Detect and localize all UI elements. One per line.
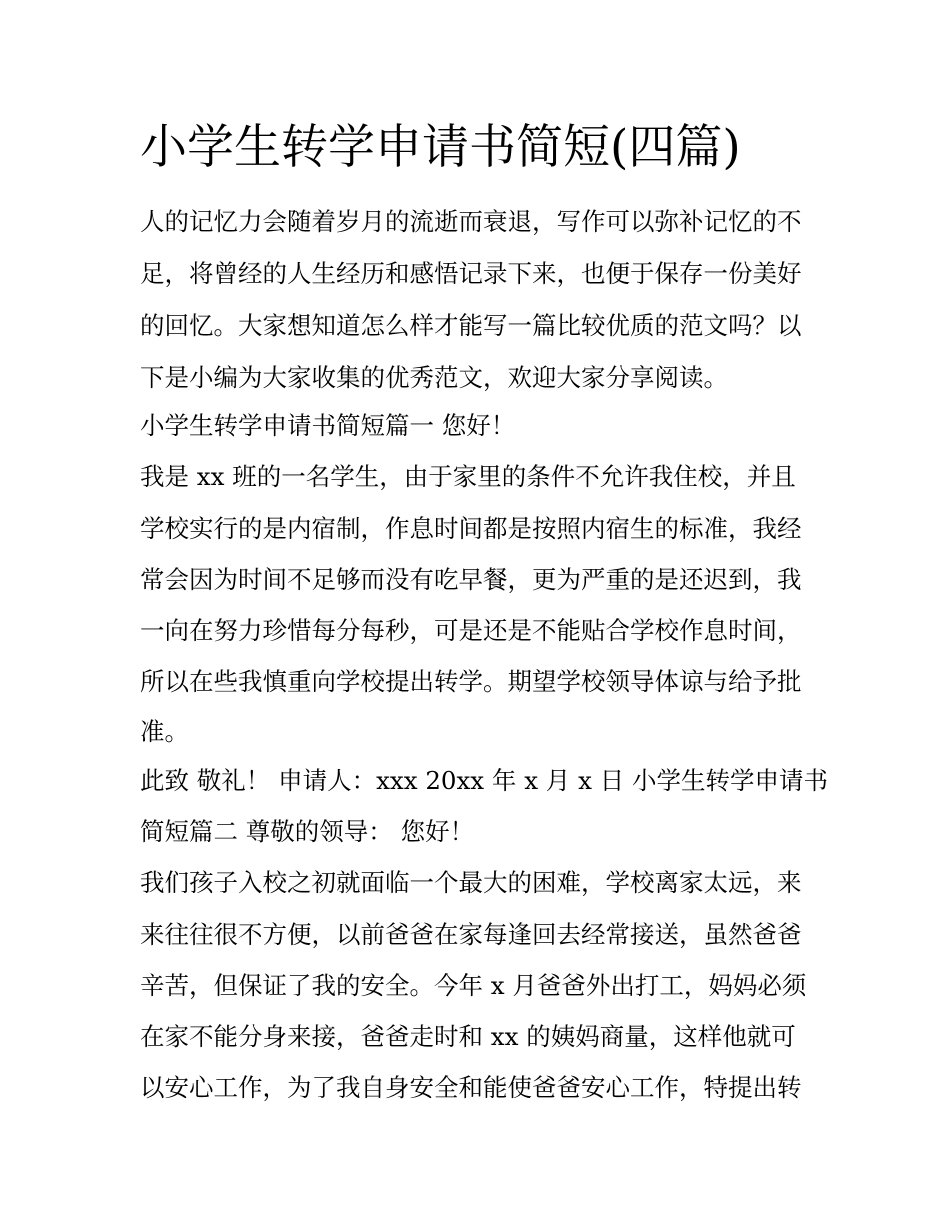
text-line: 人的记忆力会随着岁月的流逝而衰退，写作可以弥补记忆的不 <box>140 207 802 236</box>
text-line: 足，将曾经的人生经历和感悟记录下来，也便于保存一份美好 <box>140 259 802 288</box>
text-line: 我们孩子入校之初就面临一个最大的困难，学校离家太远，来 <box>140 868 802 897</box>
text-line: 我是 xx 班的一名学生，由于家里的条件不允许我住校，并且 <box>140 462 796 491</box>
text-line: 小学生转学申请书简短篇一 您好！ <box>140 411 516 440</box>
text-line: 在家不能分身来接，爸爸走时和 xx 的姨妈商量，这样他就可 <box>140 1022 796 1051</box>
text-line: 常会因为时间不足够而没有吃早餐，更为严重的是还迟到，我 <box>140 565 802 594</box>
text-line: 简短篇二 尊敬的领导： 您好！ <box>140 817 475 846</box>
text-line: 辛苦，但保证了我的安全。今年 x 月爸爸外出打工，妈妈必须 <box>140 971 807 1000</box>
text-line: 准。 <box>140 717 189 746</box>
document-title: 小学生转学申请书简短(四篇) <box>140 120 741 175</box>
text-line: 的回忆。大家想知道怎么样才能写一篇比较优质的范文吗？以 <box>140 311 802 340</box>
text-line: 所以在些我慎重向学校提出转学。期望学校领导体谅与给予批 <box>140 667 802 696</box>
text-line: 以安心工作，为了我自身安全和能使爸爸安心工作，特提出转 <box>140 1073 802 1102</box>
text-line: 学校实行的是内宿制，作息时间都是按照内宿生的标准，我经 <box>140 514 802 543</box>
text-line: 一向在努力珍惜每分每秒，可是还是不能贴合学校作息时间， <box>140 616 802 645</box>
text-line: 此致 敬礼！ 申请人：xxx 20xx 年 x 月 x 日 小学生转学申请书 <box>140 766 828 795</box>
text-line: 来往往很不方便，以前爸爸在家每逢回去经常接送，虽然爸爸 <box>140 920 802 949</box>
text-line: 下是小编为大家收集的优秀范文，欢迎大家分享阅读。 <box>140 363 728 392</box>
